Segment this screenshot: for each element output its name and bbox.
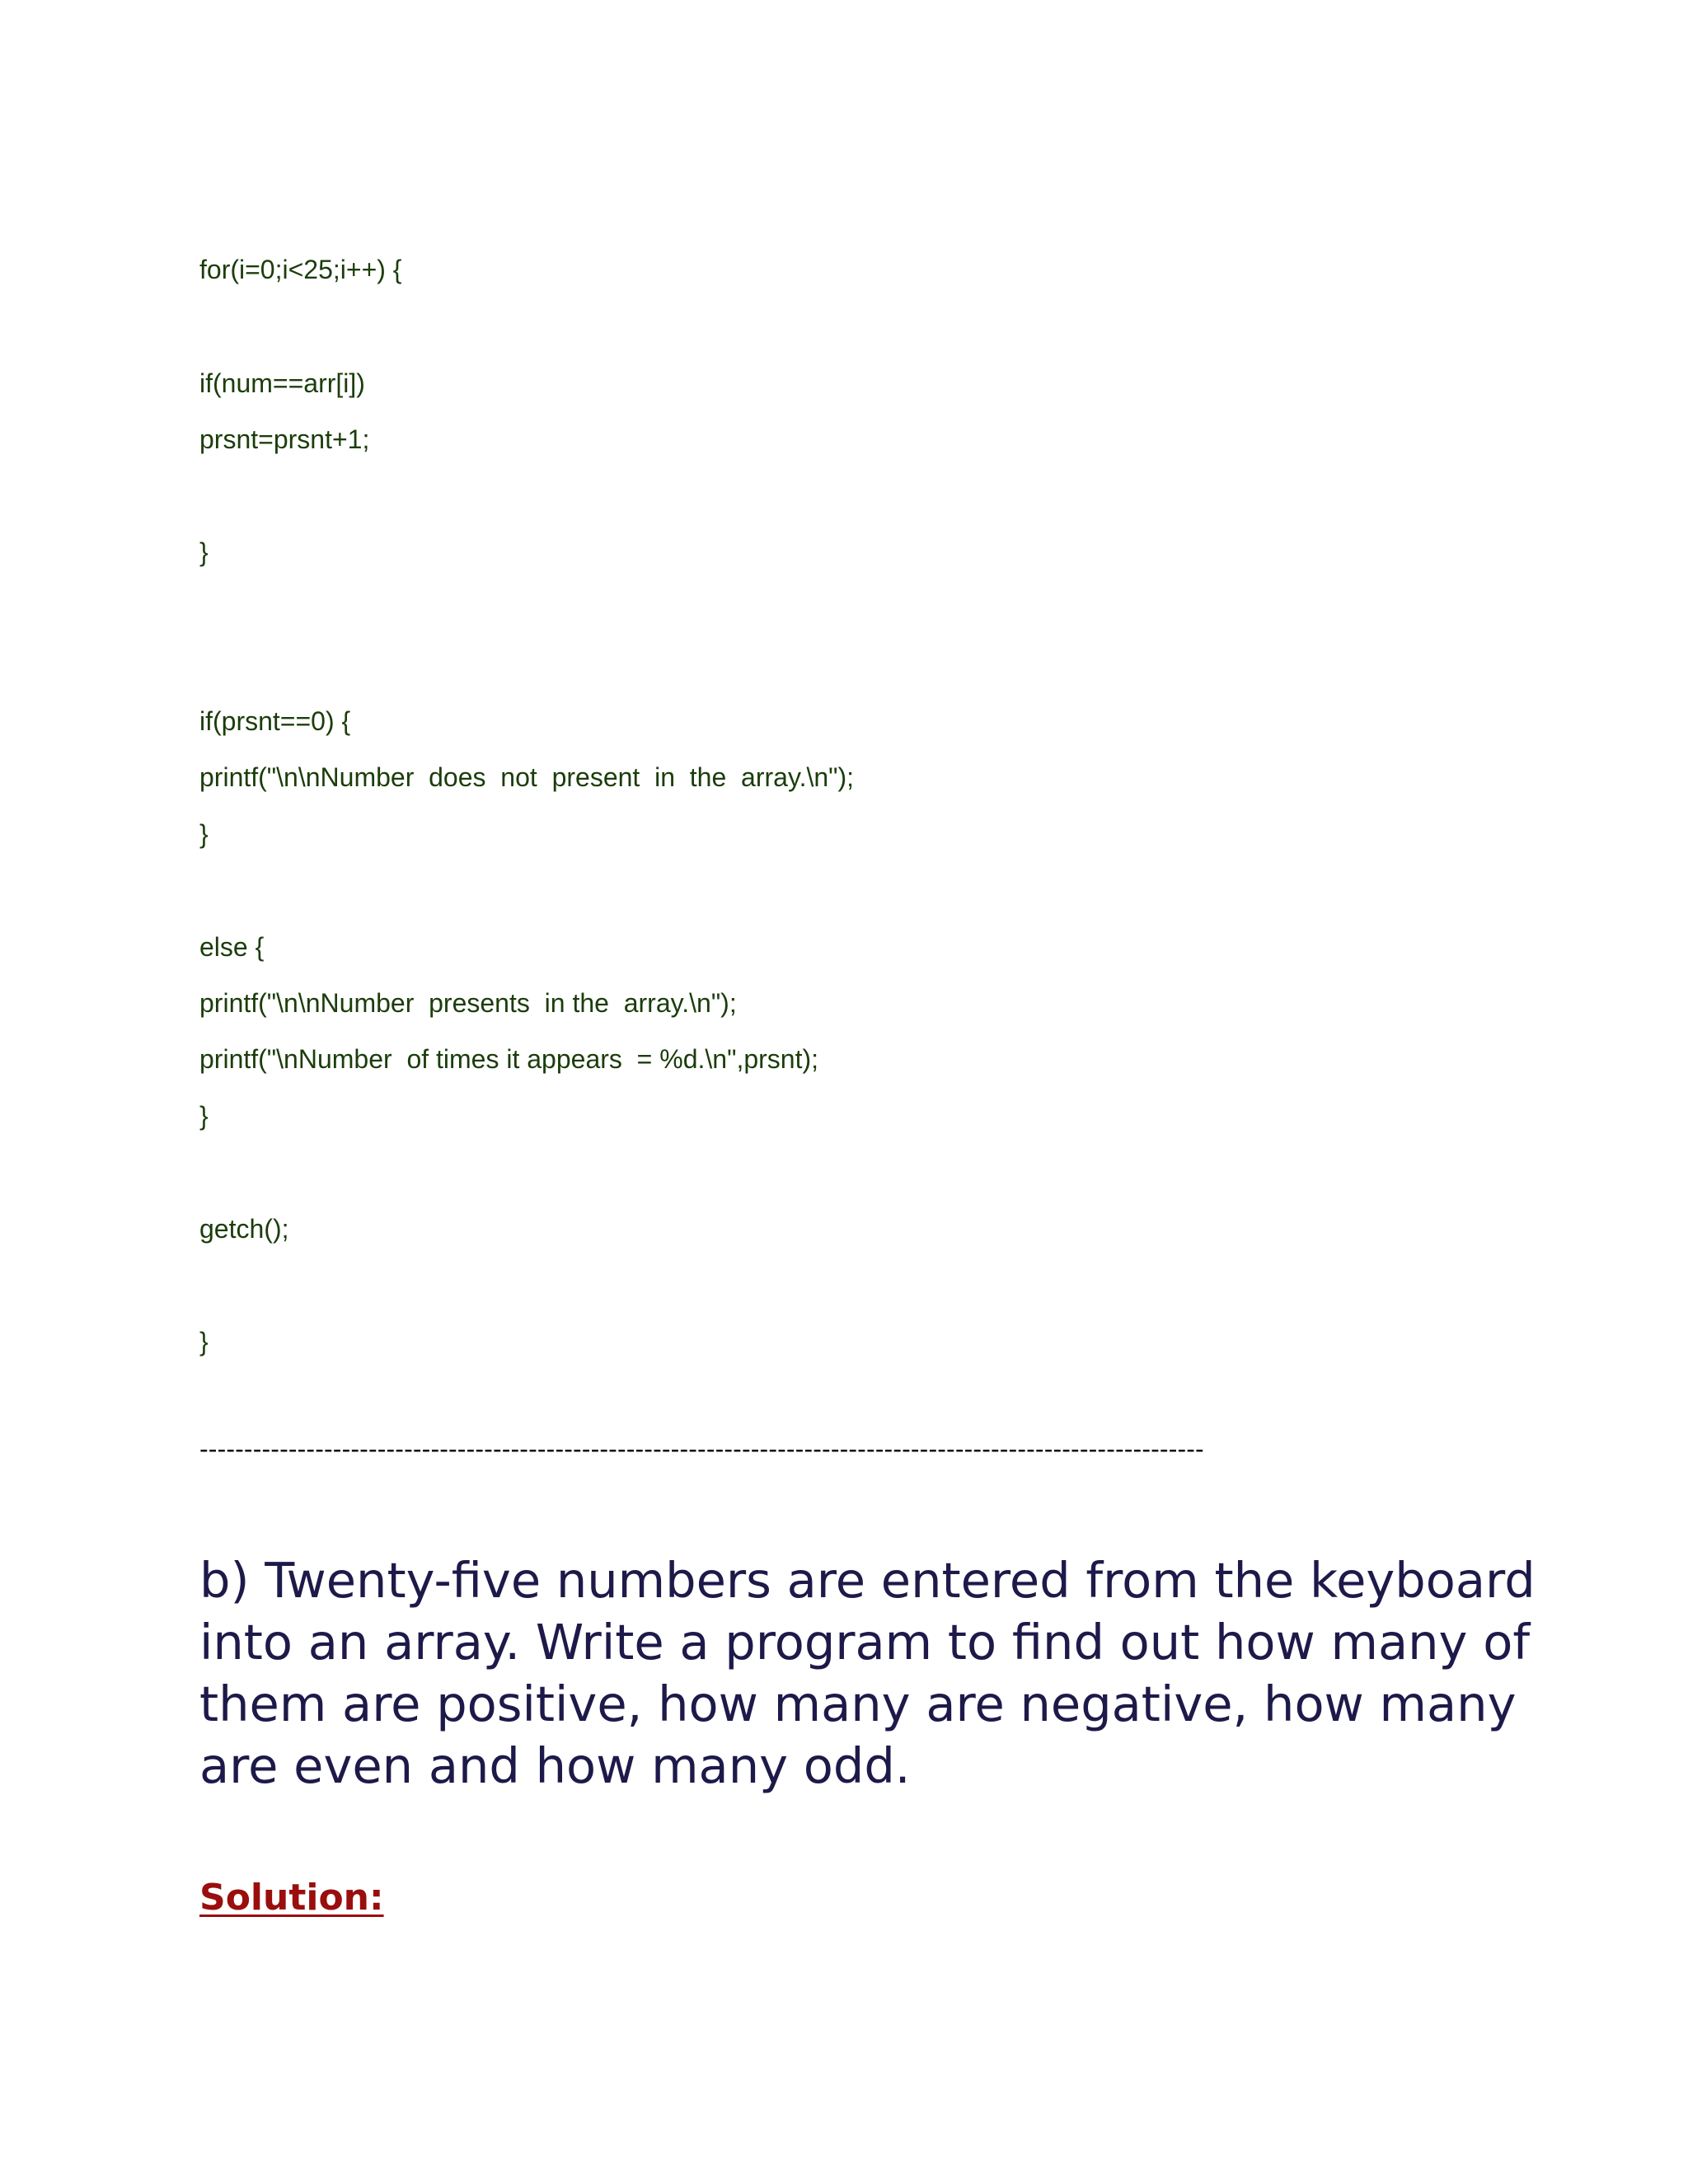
code-line-close-main: } [199,1327,209,1357]
code-line-else: else { [199,932,265,962]
code-line-getch: getch(); [199,1214,289,1244]
question-text: b) Twenty-five numbers are entered from the keyboard into an array. Write a program to find out how many of them are positive, how many are negative, how many are even and how many odd. [199,1552,1536,1794]
solution-heading: Solution: [199,1877,384,1919]
code-line-printf-presents: printf("\n\nNumber presents in the array.\n"); [199,988,737,1018]
section-separator: ----------------------------------------------------------------------------------------------------------------- [199,1434,1204,1464]
code-line-close-if: } [199,819,209,849]
code-line-if-num: if(num==arr[i]) [199,368,365,398]
code-line-close-for: } [199,537,209,567]
code-line-prsnt-increment: prsnt=prsnt+1; [199,424,370,454]
code-line-printf-not-present: printf("\n\nNumber does not present in the array.\n"); [199,762,855,792]
code-line-printf-times: printf("\nNumber of times it appears = %d.\n",prsnt); [199,1044,819,1074]
code-line-close-else: } [199,1101,209,1131]
code-line-for-loop: for(i=0;i<25;i++) { [199,255,402,284]
code-line-if-prsnt: if(prsnt==0) { [199,706,351,736]
